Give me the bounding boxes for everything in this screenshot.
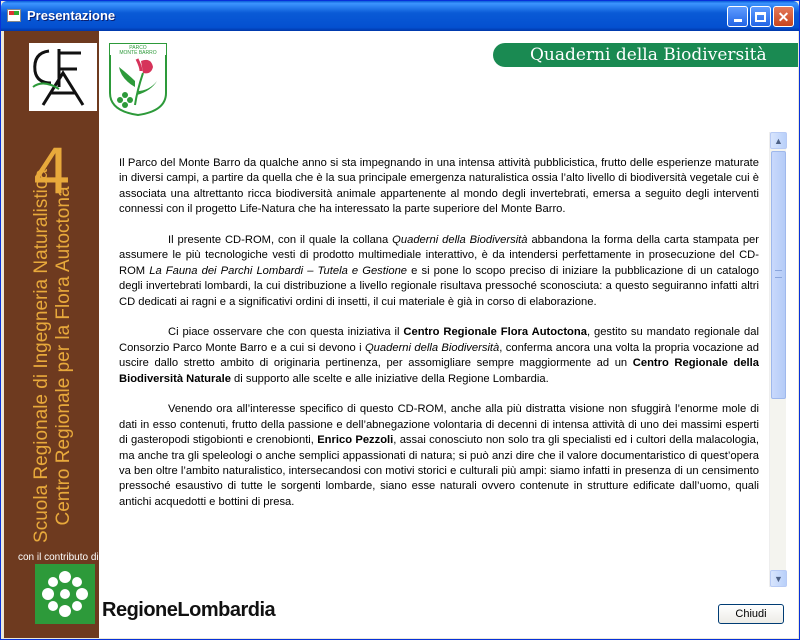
p3-bold-2: Centro Regionale della Biodiversità Naturale — [119, 357, 759, 385]
regione-lombardia-wordmark: RegioneLombardia — [102, 599, 276, 621]
paragraph-2 — [119, 233, 759, 310]
client-area — [4, 31, 798, 638]
close-icon: ✕ — [777, 8, 790, 25]
parco-monte-barro-logo — [107, 41, 169, 117]
chiudi-button[interactable]: Chiudi — [718, 604, 784, 624]
p2-text-b: abbandona la forma della carta stampata per assumere le più tecnologiche vesti di prodotto multimediale interattivo, è da intendersi perfettamente in prosecuzione del CD-ROM — [119, 234, 759, 277]
presentation-text — [119, 156, 759, 584]
maximize-icon — [755, 12, 766, 22]
parco-logo-text-1: PARCO — [129, 45, 147, 51]
p4-text-c: , assai conosciuto non solo tra gli specialisti ed i cultori della malacologia, ma anche tra gli speleologi o anche semplici appassionati di natura; si può anzi dire che il valore documentaristico di quest’opera va ben oltre l’ambito naturalistico, intersecandosi con motivi storici e culturali più ampi: siamo infatti in presenza di un censimento pressoché esaustivo di tutte le sorgenti lombarde, siano esse naturali ovvero contenute in strutture edificate dall’uomo, quali antichi acquedotti e bottini di presa. — [119, 434, 759, 508]
p2-italic-1: Quaderni della Biodiversità — [392, 234, 528, 247]
volume-number: 4 — [32, 135, 72, 208]
cfa-logo — [29, 43, 97, 111]
paragraph-1: Il Parco del Monte Barro da qualche anno si sta impegnando in una intensa attività pubblicistica, frutto delle esperienze maturate in diversi campi, a partire da quella che è la sua principale emergenza naturalistica ossia l’alto livello di biodiversità vegetale cui è associata una altrettanto ricca biodiversità animale appartenente al mondo degli invertebrati, emersa a seguito degli interventi connessi con il progetto Life-Natura che ha interessato la parte superiore del Monte Barro. — [119, 157, 759, 216]
p3-text-c: , conferma ancora una volta la propria vocazione ad uscire dallo stretto ambito di originaria pertinenza, per assomigliare sempre maggiormente ad un — [119, 341, 759, 370]
scroll-down-arrow-icon: ▼ — [774, 573, 783, 584]
sidebar — [4, 31, 99, 638]
regione-lombardia-logo — [35, 564, 95, 624]
p3-bold-1: Centro Regionale Flora Autoctona — [403, 326, 587, 339]
window-title: Presentazione — [27, 8, 116, 23]
p3-text-a: Ci piace osservare che con questa iniziativa il — [168, 326, 404, 339]
sidebar-vertical-title — [31, 166, 75, 546]
contributo-label: con il contributo di — [18, 552, 99, 563]
scrollbar-thumb[interactable] — [771, 151, 786, 399]
app-window-icon — [7, 9, 21, 22]
maximize-button[interactable] — [750, 6, 771, 27]
scroll-up-arrow-icon: ▲ — [774, 135, 783, 146]
p2-text-c: e si pone lo scopo preciso di iniziare la pubblicazione di un catalogo degli invertebrati lombardi, la cui distribuzione a livello regionale risultava pressoché sconosciuta: a questo seguiranno infatti altri CD dedicati ai ragni e a significativi ordini di insetti, il cui materiale è già in corso di elaborazione. — [119, 264, 759, 308]
vertical-scrollbar[interactable] — [769, 132, 786, 587]
paragraph-3 — [119, 325, 759, 387]
p2-italic-2: La Fauna dei Parchi Lombardi – Tutela e Gestione — [149, 264, 408, 277]
banner-title: Quaderni della Biodiversità — [530, 45, 767, 65]
title-bar[interactable] — [1, 1, 799, 31]
parco-logo-text-2: MONTE BARRO — [119, 50, 157, 56]
p4-bold: Enrico Pezzoli — [317, 434, 394, 447]
scrollbar-grip — [775, 270, 782, 278]
scroll-down-button[interactable] — [770, 570, 787, 587]
header-banner — [493, 43, 798, 67]
sidebar-vertical-line-1: Scuola Regionale di Ingegneria Naturalistica — [31, 169, 52, 543]
minimize-icon — [734, 19, 742, 22]
p4-text-a: Venendo ora all’interesse specifico di questo CD-ROM, anche alla più distratta visione non sfuggirà l’enorme mole di dati in esso contenuti, frutto della passione e dell’abnegazione volontaria di decenni di intensa attività di uno dei massimi esperti di gasteropodi stigobionti e crenobionti, — [119, 403, 759, 447]
p3-italic: Quaderni della Biodiversità — [364, 341, 500, 354]
minimize-button[interactable] — [727, 6, 748, 27]
p3-text-b: , gestito su mandato regionale dal Consorzio Parco Monte Barro e a cui si devono i — [119, 326, 759, 354]
scroll-up-button[interactable] — [770, 132, 787, 149]
close-window-button[interactable] — [773, 6, 794, 27]
sidebar-vertical-line-2: Centro Regionale per la Flora Autoctona — [53, 186, 74, 526]
p2-text-a: Il presente CD-ROM, con il quale la collana — [168, 234, 393, 247]
p3-text-d: di supporto alle scelte e alle iniziative della Regione Lombardia. — [230, 372, 549, 385]
paragraph-4 — [119, 402, 759, 510]
